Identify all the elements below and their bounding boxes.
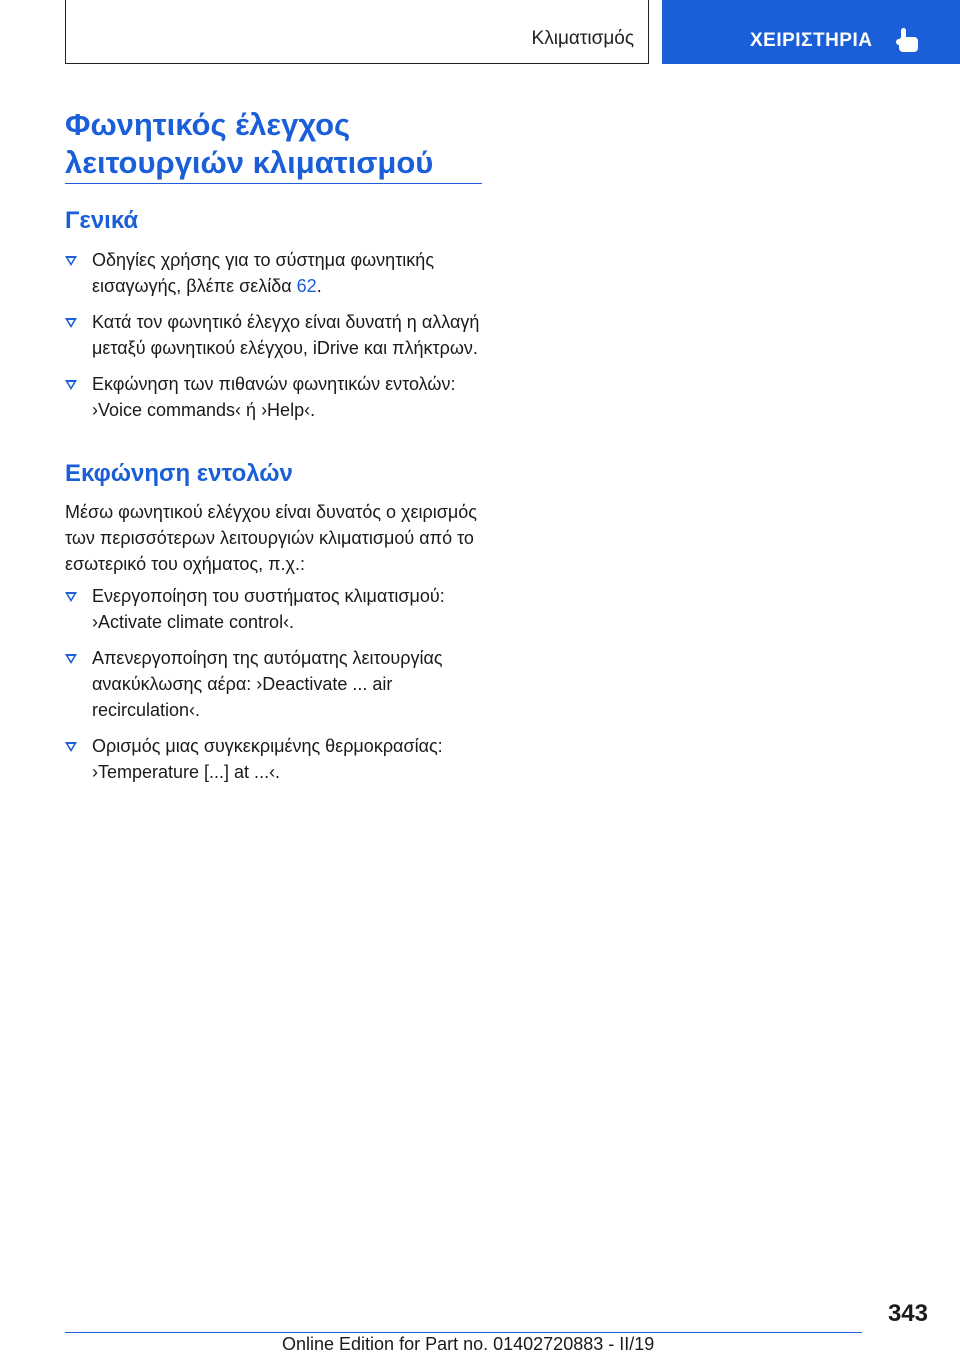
list-item xyxy=(65,733,485,785)
general-list xyxy=(65,247,485,433)
header-section-title: Κλιματισμός xyxy=(531,28,634,49)
list-item-text: Εκφώνηση των πιθανών φωνητικών εντολών: ›Voice commands‹ ή ›Help‹. xyxy=(92,374,456,420)
list-item-text: Κατά τον φωνητικό έλεγχο είναι δυνατή η αλλαγή μεταξύ φωνητικού ελέγχου, iDrive και πλήκτρων. xyxy=(92,312,480,358)
commands-list xyxy=(65,583,485,795)
list-item-text: Οδηγίες χρήσης για το σύστημα φωνητικής εισαγωγής, βλέπε σελίδα xyxy=(92,250,434,296)
triangle-down-icon xyxy=(65,654,77,664)
triangle-down-icon xyxy=(65,380,77,390)
title-divider xyxy=(65,183,482,184)
footer-edition: Online Edition for Part no. 01402720883 - II/19 xyxy=(282,1334,655,1354)
page-title-line2: λειτουργιών κλιματισμού xyxy=(65,145,434,180)
header-tab[interactable] xyxy=(662,0,960,64)
footer-divider xyxy=(65,1332,862,1333)
triangle-down-icon xyxy=(65,592,77,602)
triangle-down-icon xyxy=(65,318,77,328)
commands-intro: Μέσω φωνητικού ελέγχου είναι δυνατός ο χειρισμός των περισσότερων λειτουργιών κλιματισμού από το εσωτερικό του οχήματος, π.χ.: xyxy=(65,502,477,574)
list-item-suffix: . xyxy=(316,276,322,296)
section-heading-general: Γενικά xyxy=(65,207,139,234)
triangle-down-icon xyxy=(65,742,77,752)
page-number: 343 xyxy=(887,1300,928,1327)
list-item xyxy=(65,583,485,635)
list-item xyxy=(65,309,485,361)
list-item-text: Ορισμός μιας συγκεκριμένης θερμοκρασίας: ›Temperature [...] at ...‹. xyxy=(92,736,443,782)
list-item xyxy=(65,247,485,299)
header-box xyxy=(65,0,649,64)
section-heading-commands: Εκφώνηση εντολών xyxy=(65,460,293,487)
list-item xyxy=(65,645,485,723)
list-item xyxy=(65,371,485,423)
triangle-down-icon xyxy=(65,256,77,266)
page-title-line1: Φωνητικός έλεγχος xyxy=(65,107,351,142)
hand-pointer-icon xyxy=(896,27,920,53)
header-tab-label: ΧΕΙΡΙΣΤΗΡΙΑ xyxy=(750,30,873,51)
page-title xyxy=(65,106,485,182)
page-link[interactable]: 62 xyxy=(296,276,317,296)
list-item-text: Ενεργοποίηση του συστήματος κλιματισμού: ›Activate climate control‹. xyxy=(92,586,445,632)
list-item-text: Απενεργοποίηση της αυτόματης λειτουργίας ανακύκλωσης αέρα: ›Deactivate ... air recirculation‹. xyxy=(92,648,443,720)
